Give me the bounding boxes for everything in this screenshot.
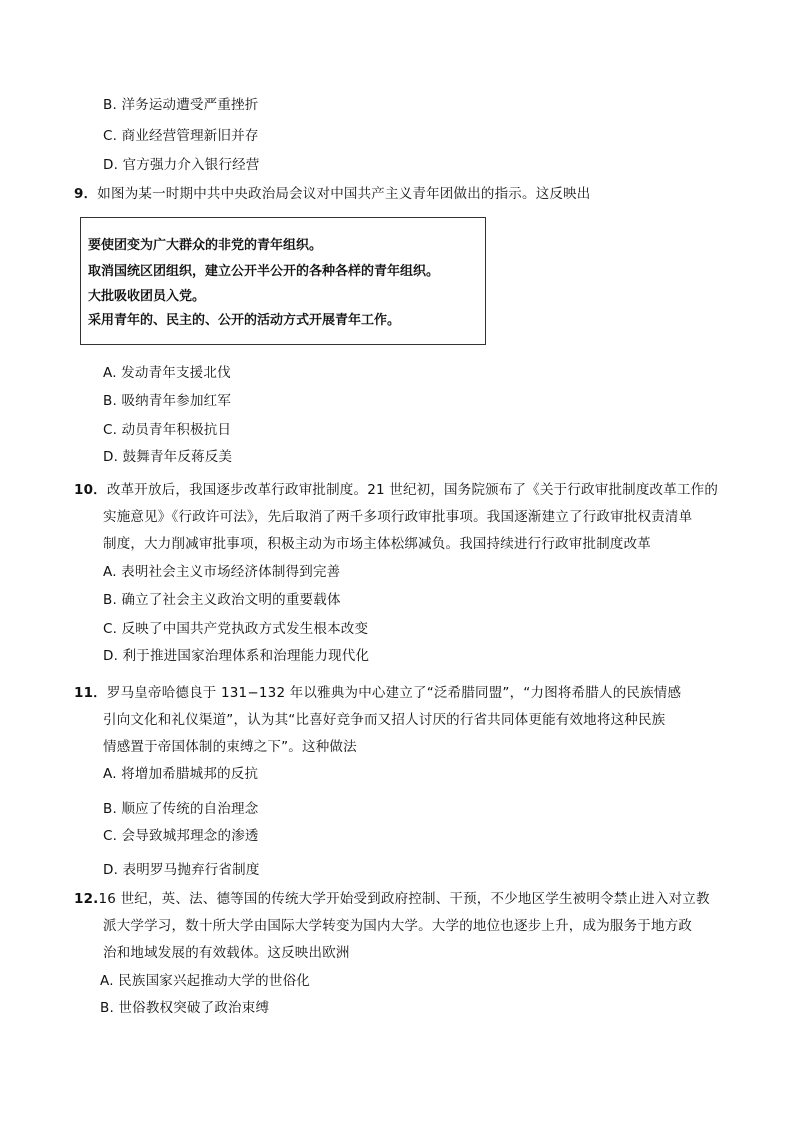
q11-number: 11． <box>74 685 107 701</box>
q11-option-d: D. 表明罗马抛弃行省制度 <box>103 862 260 878</box>
q9-directive-box <box>80 217 486 345</box>
q10-option-b: B. 确立了社会主义政治文明的重要载体 <box>103 592 341 608</box>
q10-stem-line-3: 制度，大力削减审批事项，积极主动为市场主体松绑减负。我国持续进行行政审批制度改革 <box>103 536 651 552</box>
q8-option-c: C. 商业经营管理新旧并存 <box>103 128 259 144</box>
q11-stem-line-1 <box>74 684 681 702</box>
q9-box-line-3: 大批吸收团员入党。 <box>88 289 206 304</box>
q10-stem-line-1 <box>74 481 718 499</box>
q9-box-line-1: 要使团变为广大群众的非党的青年组织。 <box>88 238 323 253</box>
q11-option-c: C. 会导致城邦理念的渗透 <box>103 828 259 844</box>
q12-stem-line-3: 治和地域发展的有效载体。这反映出欧洲 <box>103 945 350 961</box>
q12-stem-1: 16 世纪，英、法、德等国的传统大学开始受到政府控制、干预，不少地区学生被明令禁止进入对立教 <box>98 891 710 907</box>
q9-option-c: C. 动员青年积极抗日 <box>103 422 232 438</box>
q11-stem-line-3: 情感置于帝国体制的束缚之下”。这种做法 <box>103 739 357 755</box>
q9-option-b: B. 吸纳青年参加红军 <box>103 393 232 409</box>
q9-box-line-2: 取消国统区团组织，建立公开半公开的各种各样的青年组织。 <box>88 264 440 279</box>
q10-number: 10． <box>74 482 107 498</box>
q11-stem-1: 罗马皇帝哈德良于 131−132 年以雅典为中心建立了“泛希腊同盟”，“力图将希腊人的民族情感 <box>106 685 682 701</box>
q12-stem-line-1 <box>74 890 710 908</box>
q9-number: 9． <box>74 186 98 202</box>
q9-box-line-4: 采用青年的、民主的、公开的活动方式开展青年工作。 <box>88 313 401 328</box>
q8-option-b: B. 洋务运动遭受严重挫折 <box>103 97 259 113</box>
q10-option-c: C. 反映了中国共产党执政方式发生根本改变 <box>103 621 369 637</box>
q10-stem-line-2: 实施意见》《行政许可法》，先后取消了两千多项行政审批事项。我国逐渐建立了行政审批权责清单 <box>103 509 693 525</box>
q12-number: 12. <box>74 891 99 907</box>
q12-option-a: A. 民族国家兴起推动大学的世俗化 <box>100 973 310 989</box>
q12-option-b: B. 世俗教权突破了政治束缚 <box>100 1000 270 1016</box>
q12-stem-line-2: 派大学学习，数十所大学由国际大学转变为国内大学。大学的地位也逐步上升，成为服务于地方政 <box>103 918 693 934</box>
q9-stem-line <box>74 185 591 203</box>
q10-option-a: A. 表明社会主义市场经济体制得到完善 <box>103 564 341 580</box>
q9-stem: 如图为某一时期中共中央政治局会议对中国共产主义青年团做出的指示。这反映出 <box>97 186 591 202</box>
q9-option-d: D. 鼓舞青年反蒋反美 <box>103 449 233 465</box>
q10-option-d: D. 利于推进国家治理体系和治理能力现代化 <box>103 648 370 664</box>
q11-option-a: A. 将增加希腊城邦的反抗 <box>103 766 259 782</box>
q8-option-d: D. 官方强力介入银行经营 <box>103 157 260 173</box>
q10-stem-1: 改革开放后，我国逐步改革行政审批制度。21 世纪初，国务院颁布了《关于行政审批制度改革工作的 <box>106 482 719 498</box>
q11-option-b: B. 顺应了传统的自治理念 <box>103 801 259 817</box>
q9-option-a: A. 发动青年支援北伐 <box>103 365 231 381</box>
q11-stem-line-2: 引向文化和礼仪渠道”，认为其“比喜好竞争而又招人讨厌的行省共同体更能有效地将这种民族 <box>103 712 666 728</box>
